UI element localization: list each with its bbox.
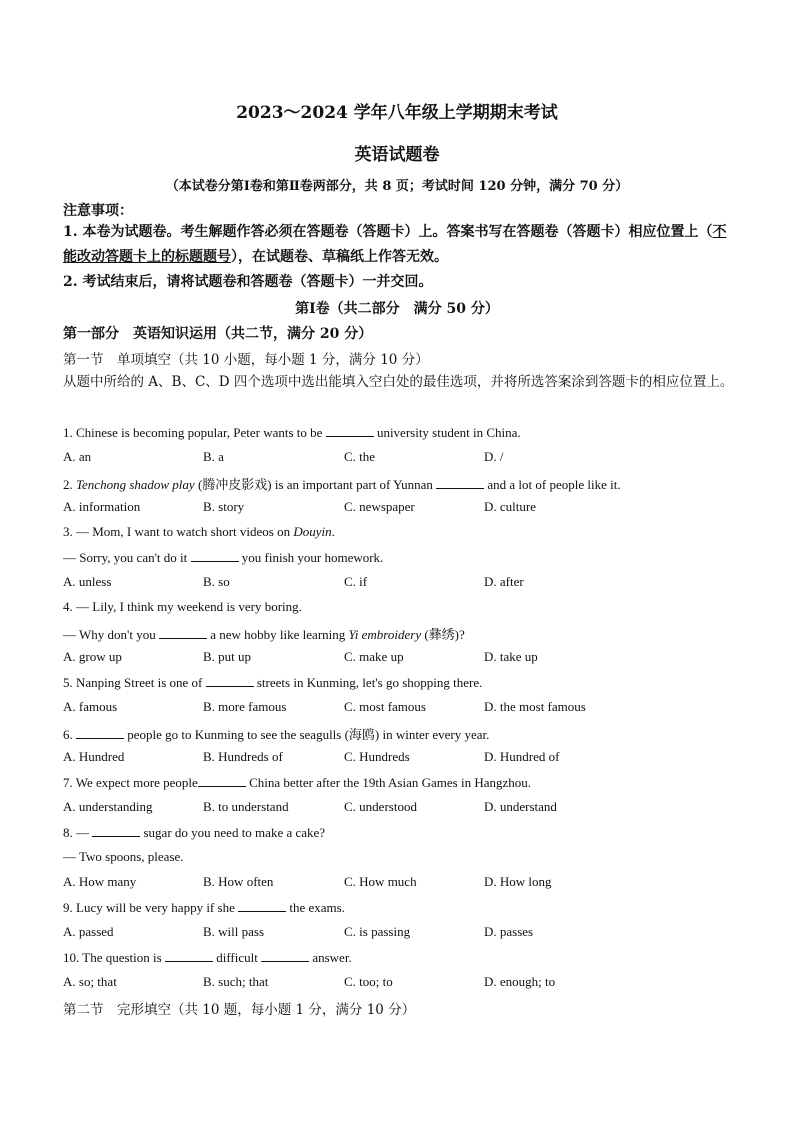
question-10-option-d: D. enough; to [484, 974, 556, 989]
question-8-line-2: — Two spoons, please. [63, 849, 184, 864]
question-2-line-1: 2. Tenchong shadow play (腾冲皮影戏) is an important part of Yunnan and a lot of people like it. [63, 477, 621, 492]
question-4-line-2: — Why don't you a new hobby like learning Yi embroidery (彝绣)? [63, 627, 465, 642]
question-7-line-1: 7. We expect more people China better after the 19th Asian Games in Hangzhou. [63, 775, 532, 790]
question-9-option-a: A. passed [63, 924, 114, 939]
volume-heading: 第Ⅰ卷（共二部分 满分 50 分） [295, 301, 499, 317]
notice-item-1-text-a: 1. 本卷为试题卷。考生解题作答必须在答题卷（答题卡）上。答案书写在答题卷（答题卡）相应位置上（ [63, 224, 713, 240]
question-6-option-b: B. Hundreds of [203, 749, 283, 764]
question-5-option-d: D. the most famous [484, 699, 586, 714]
exam-title: 2023～2024 学年八年级上学期期末考试 [236, 103, 558, 123]
question-5-option-b: B. more famous [203, 699, 287, 714]
question-1-option-a: A. an [63, 449, 92, 464]
question-10-option-b: B. such; that [203, 974, 269, 989]
question-3-option-c: C. if [344, 574, 368, 589]
question-2-option-a: A. information [63, 499, 141, 514]
question-7-option-a: A. understanding [63, 799, 153, 814]
notice-heading: 注意事项： [63, 203, 133, 219]
notice-item-1-underline: 不能改动答题卡上的标题题号 [63, 224, 727, 265]
question-10-line-1: 10. The question is difficult answer. [63, 950, 352, 965]
question-3-option-b: B. so [203, 574, 230, 589]
question-8-line-1: 8. — sugar do you need to make a cake? [63, 825, 326, 840]
question-8-option-d: D. How long [484, 874, 552, 889]
section1-heading: 第一节 单项填空（共 10 小题，每小题 1 分，满分 10 分） [63, 352, 429, 368]
question-6-option-c: C. Hundreds [344, 749, 410, 764]
question-10-option-a: A. so; that [63, 974, 117, 989]
notice-item-2: 2. 考试结束后，请将试题卷和答题卷（答题卡）一并交回。 [63, 274, 433, 290]
question-7-option-c: C. understood [344, 799, 417, 814]
notice-item-1 [63, 220, 735, 270]
question-10-option-c: C. too; to [344, 974, 393, 989]
question-2-option-c: C. newspaper [344, 499, 415, 514]
instruction-text: 从题中所给的 A、B、C、D 四个选项中选出能填入空白处的最佳选项，并将所选答案涂到答题卡的相应位置上。 [63, 374, 734, 390]
question-5-option-c: C. most famous [344, 699, 426, 714]
section2-heading: 第二节 完形填空（共 10 题，每小题 1 分，满分 10 分） [63, 1002, 416, 1018]
part1-heading: 第一部分 英语知识运用（共二节，满分 20 分） [63, 326, 373, 342]
question-8-option-c: C. How much [344, 874, 417, 889]
question-4-line-1: 4. — Lily, I think my weekend is very boring. [63, 599, 302, 614]
question-5-line-1: 5. Nanping Street is one of streets in Kunming, let's go shopping there. [63, 675, 483, 690]
question-5-option-a: A. famous [63, 699, 118, 714]
question-1-option-c: C. the [344, 449, 376, 464]
question-6-option-d: D. Hundred of [484, 749, 560, 764]
question-4-option-c: C. make up [344, 649, 404, 664]
question-6-option-a: A. Hundred [63, 749, 125, 764]
question-4-option-a: A. grow up [63, 649, 122, 664]
question-9-line-1: 9. Lucy will be very happy if she the exams. [63, 900, 345, 915]
question-9-option-c: C. is passing [344, 924, 411, 939]
question-7-option-b: B. to understand [203, 799, 289, 814]
question-9-option-b: B. will pass [203, 924, 265, 939]
question-3-line-1: 3. — Mom, I want to watch short videos on Douyin. [63, 524, 335, 539]
notice-item-1-text-b: ），在试题卷、草稿纸上作答无效。 [231, 249, 448, 265]
question-3-line-2: — Sorry, you can't do it you finish your homework. [63, 550, 384, 565]
exam-subtitle: 英语试题卷 [354, 145, 440, 165]
question-8-option-a: A. How many [63, 874, 137, 889]
question-1-line-1: 1. Chinese is becoming popular, Peter wants to be university student in China. [63, 425, 521, 440]
question-9-option-d: D. passes [484, 924, 534, 939]
question-3-option-a: A. unless [63, 574, 112, 589]
question-3-option-d: D. after [484, 574, 524, 589]
question-1-option-b: B. a [203, 449, 224, 464]
question-4-option-b: B. put up [203, 649, 252, 664]
question-8-option-b: B. How often [203, 874, 274, 889]
question-4-option-d: D. take up [484, 649, 538, 664]
question-7-option-d: D. understand [484, 799, 557, 814]
question-1-option-d: D. / [484, 449, 504, 464]
question-6-line-1: 6. people go to Kunming to see the seagulls (海鸥) in winter every year. [63, 727, 490, 742]
exam-note: （本试卷分第Ⅰ卷和第Ⅱ卷两部分，共 8 页；考试时间 120 分钟，满分 70 分） [165, 179, 629, 194]
question-2-option-d: D. culture [484, 499, 536, 514]
question-2-option-b: B. story [203, 499, 245, 514]
